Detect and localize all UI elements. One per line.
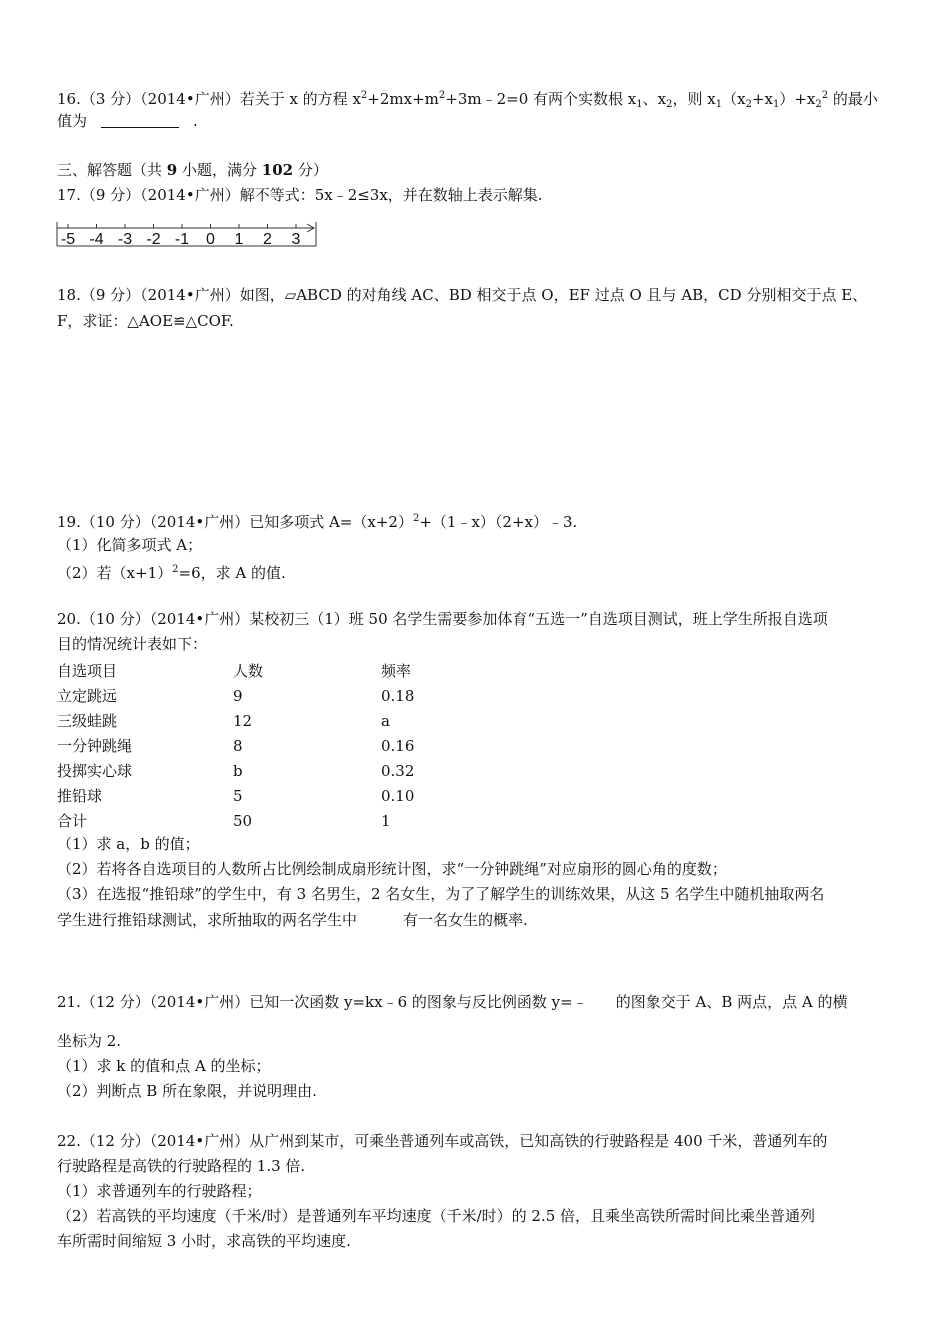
table-row <box>57 758 414 783</box>
q20-part3-line1: （3）在选报“推铅球”的学生中，有 3 名男生，2 名女生，为了了解学生的训练效果，从这 5 名学生中随机抽取两名 <box>57 885 825 903</box>
table-cell: 一分钟跳绳 <box>57 737 133 755</box>
q18-line1: 18.（9 分）（2014•广州）如图，▱ABCD 的对角线 AC、BD 相交于点 O，EF 过点 O 且与 AB，CD 分别相交于点 E、 <box>57 286 868 304</box>
number-line-label: 0 <box>206 231 215 248</box>
table-row <box>57 808 414 833</box>
q20-part2: （2）若将各自选项目的人数所占比例绘制成扇形统计图，求“一分钟跳绳”对应扇形的圆心角的度数； <box>57 860 727 878</box>
q21-line1: 21.（12 分）（2014•广州）已知一次函数 y=kx﹣6 的图象与反比例函数 y=﹣ 的图象交于 A、B 两点，点 A 的横 <box>57 993 848 1011</box>
q19-part2: （2）若$(x+1)^2=6$，求 A 的值. <box>57 564 286 582</box>
q17-text: 17.（9 分）（2014•广州）解不等式：5x﹣2≤3x，并在数轴上表示解集. <box>57 186 543 204</box>
q16-line1: 16.（3 分）（2014•广州）若关于 x 的方程 $x^2+2mx+m^2+3m﹣2=0$ 有两个实数根 $x_1$、$x_2$，则 $x_1(x_2+x_1)+x_2^2$ 的最小 <box>57 90 878 110</box>
q20-line1: 20.（10 分）（2014•广州）某校初三（1）班 50 名学生需要参加体育“五选一”自选项目测试，班上学生所报自选项 <box>57 610 828 628</box>
table-header-row <box>57 658 414 683</box>
q20-part1: （1）求 a，b 的值； <box>57 835 200 853</box>
q22-part2-line2: 车所需时间缩短 3 小时，求高铁的平均速度. <box>57 1232 351 1250</box>
number-line-label: -2 <box>146 231 161 248</box>
table-cell: 三级蛙跳 <box>57 712 118 730</box>
table-row <box>57 708 414 733</box>
table-cell: 8 <box>233 736 243 755</box>
table-cell: 0.10 <box>381 786 415 805</box>
q22-part1: （1）求普通列车的行驶路程； <box>57 1182 262 1200</box>
number-line-label: -3 <box>117 231 133 248</box>
q22-line2: 行驶路程是高铁的行驶路程的 1.3 倍. <box>57 1157 306 1175</box>
q19-line1: 19.（10 分）（2014•广州）已知多项式 $A=(x+2)^2+(1﹣x)(2+x)﹣3$. <box>57 513 578 531</box>
table-cell: a <box>381 711 390 730</box>
q16-line2: 值为 . <box>57 112 198 130</box>
number-line-labels <box>61 231 301 248</box>
q20-line2: 目的情况统计表如下： <box>57 635 208 653</box>
table-cell: 投掷实心球 <box>57 762 133 780</box>
number-line-figure <box>56 219 322 249</box>
number-line-label: 1 <box>234 231 244 248</box>
table-cell: 12 <box>233 711 253 730</box>
number-line-ticks <box>68 224 296 228</box>
q21-part2: （2）判断点 B 所在象限，并说明理由. <box>57 1082 317 1100</box>
table-cell: 推铅球 <box>57 787 103 805</box>
number-line-label: -5 <box>60 231 76 248</box>
number-line-label: -4 <box>89 231 104 248</box>
table-cell: 0.18 <box>381 686 415 705</box>
table-header-cell: 自选项目 <box>57 662 118 680</box>
table-cell: 0.16 <box>381 736 415 755</box>
q21-line2: 坐标为 2. <box>57 1032 122 1050</box>
section-heading: 三、解答题（共 9 小题，满分 102 分） <box>57 161 328 179</box>
table-cell: b <box>233 761 243 780</box>
number-line-label: 3 <box>291 231 301 248</box>
answer-blank <box>101 113 179 128</box>
table-row <box>57 783 414 808</box>
table-cell: 50 <box>233 811 253 830</box>
table-cell: 合计 <box>57 812 88 830</box>
q18-line2: F，求证：△AOE≌△COF. <box>57 312 234 330</box>
q19-part1: （1）化简多项式 A； <box>57 536 203 554</box>
table-row <box>57 733 414 758</box>
table-cell: 5 <box>233 786 243 805</box>
table-cell: 立定跳远 <box>57 687 118 705</box>
table-cell: 0.32 <box>381 761 415 780</box>
q20-stats-table <box>57 658 414 833</box>
table-header-cell: 人数 <box>233 662 264 680</box>
table-header-cell: 频率 <box>381 662 412 680</box>
table-row <box>57 683 414 708</box>
q22-part2-line1: （2）若高铁的平均速度（千米/时）是普通列车平均速度（千米/时）的 2.5 倍，且乘坐高铁所需时间比乘坐普通列 <box>57 1207 816 1225</box>
q21-part1: （1）求 k 的值和点 A 的坐标； <box>57 1057 271 1075</box>
q22-line1: 22.（12 分）（2014•广州）从广州到某市，可乘坐普通列车或高铁，已知高铁的行驶路程是 400 千米，普通列车的 <box>57 1132 828 1150</box>
table-cell: 9 <box>233 686 243 705</box>
table-cell: 1 <box>381 811 391 830</box>
number-line-label: 2 <box>263 231 272 248</box>
q20-part3-line2: 学生进行推铅球测试，求所抽取的两名学生中 有一名女生的概率. <box>57 911 528 929</box>
number-line-label: -1 <box>174 231 190 248</box>
